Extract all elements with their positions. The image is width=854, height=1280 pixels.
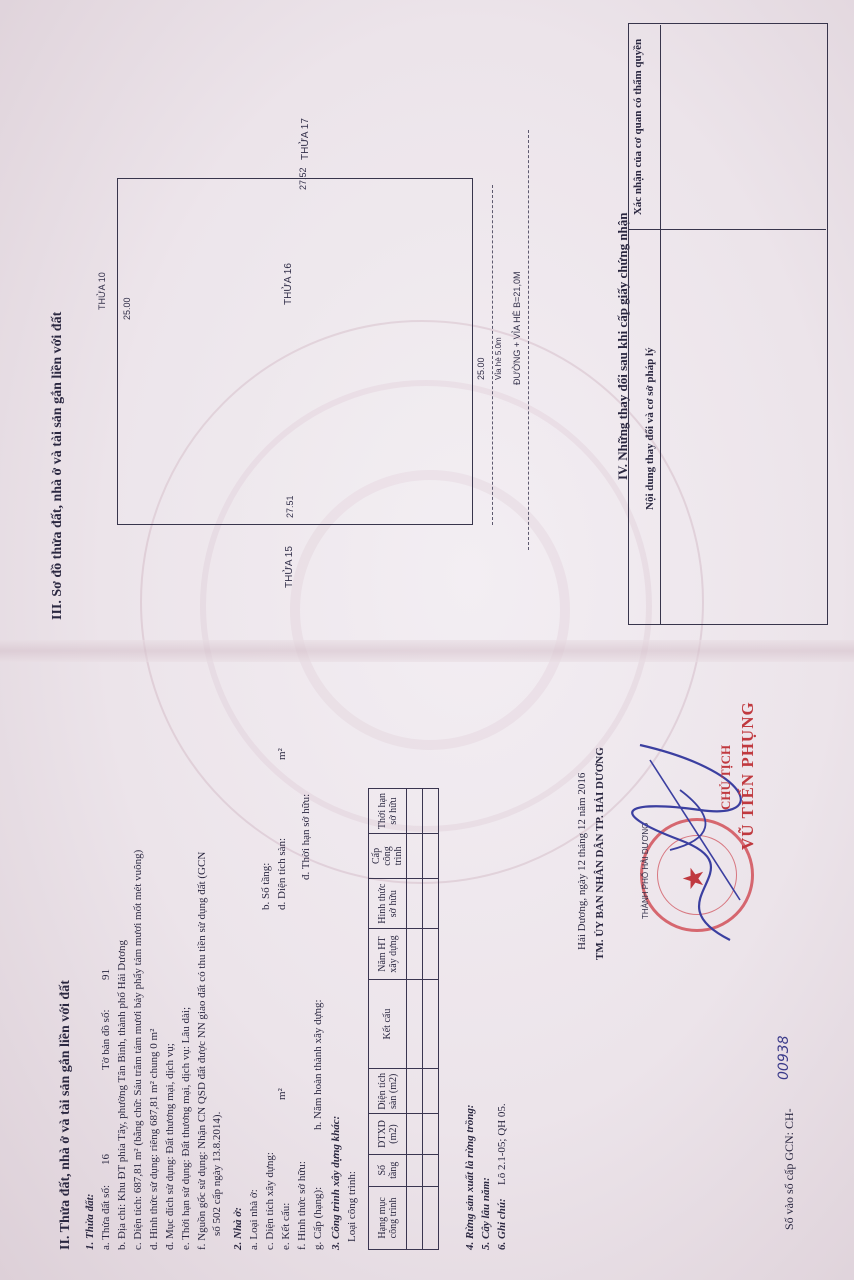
- parcel-number: 16: [100, 1154, 112, 1165]
- parcel-outline: [117, 178, 473, 525]
- works-col-floors: Số tầng: [369, 1154, 407, 1186]
- usage-purpose-line: đ. Mục đích sử dụng: Đất thương mại, dịch vụ;: [164, 1043, 176, 1250]
- section-3-title: III. Sơ đồ thửa đất, nhà ở và tài sản gắn liền với đất: [50, 311, 65, 620]
- perennial-line: 5. Cây lâu năm:: [480, 1177, 492, 1250]
- house-grade: g. Cấp (hạng):: [312, 1186, 324, 1250]
- address-line: b. Địa chỉ: Khu ĐT phía Tây, phường Tân Bình, thành phố Hải Dương: [116, 939, 128, 1250]
- works-col-structure: Kết cấu: [369, 979, 407, 1069]
- west-neighbor: THỬA 15: [284, 546, 295, 588]
- house-heading: 2. Nhà ở:: [232, 1207, 244, 1250]
- works-col-year: Năm HT xây dựng: [369, 929, 407, 979]
- register-number: 00938: [776, 1035, 792, 1080]
- section-2-title: II. Thửa đất, nhà ở và tài sản gắn liền với đất: [58, 980, 73, 1250]
- area-line: c. Diện tích: 687,81 m² (bằng chữ: Sáu trăm tám mươi bảy phẩy tám mươi mốt mét vuông): [132, 849, 144, 1250]
- usage-term-line: e. Thời hạn sử dụng: Đất thương mại, dịch vụ: Lâu dài;: [180, 1006, 192, 1250]
- changes-col-content: Nội dung thay đổi và cơ sở pháp lý: [644, 347, 656, 510]
- changes-column-divider: [628, 229, 826, 230]
- works-table-row: [423, 789, 439, 1250]
- parcel-number-label: a. Thửa đất số:: [100, 1184, 112, 1250]
- notes-value: Lô 2.1-05; QH 05.: [496, 1103, 508, 1185]
- house-floors: b. Số tầng:: [260, 862, 272, 910]
- works-table: [368, 788, 439, 1250]
- land-heading: 1. Thửa đất:: [84, 1193, 96, 1250]
- place-date: Hải Dương, ngày 12 tháng 12 năm 2016: [576, 772, 588, 950]
- left-dimension: 27.51: [285, 495, 295, 518]
- works-table-row: [407, 789, 423, 1250]
- issuing-authority: TM. ỦY BAN NHÂN DÂN TP. HẢI DƯƠNG: [594, 747, 606, 960]
- parcel-label: THỬA 16: [283, 263, 294, 305]
- star-icon: ★: [679, 865, 710, 891]
- notes-label: 6. Ghi chú:: [496, 1198, 508, 1250]
- forest-line: 4. Rừng sản xuất là rừng trồng:: [464, 1104, 476, 1250]
- house-duration: đ. Thời hạn sở hữu:: [300, 793, 312, 880]
- house-build-area-unit: m²: [276, 1088, 288, 1100]
- signer-title: CHỦ TỊCH: [718, 744, 733, 810]
- changes-table: [628, 23, 828, 625]
- works-col-dtxd: DTXD (m2): [369, 1114, 407, 1154]
- register-label: Số vào sổ cấp GCN: CH-: [782, 1108, 796, 1230]
- map-sheet-number: 91: [100, 969, 112, 980]
- house-structure: e. Kết cấu:: [280, 1202, 292, 1250]
- works-type: Loại công trình:: [346, 1171, 358, 1242]
- changes-header-divider: [660, 25, 661, 625]
- map-sheet-label: Tờ bản đồ số:: [100, 1009, 112, 1070]
- works-col-grade: Cấp công trình: [369, 834, 407, 879]
- sidewalk-line: [492, 185, 493, 525]
- changes-col-confirmation: Xác nhận của cơ quan có thẩm quyền: [632, 38, 644, 216]
- sidewalk-label: Vỉa hè 5.0m: [494, 337, 503, 380]
- bottom-dimension: 25.00: [476, 357, 486, 380]
- top-dimension: 25.00: [122, 297, 132, 320]
- house-floor-area: d. Diện tích sàn:: [276, 837, 288, 910]
- section-2-panel: [0, 640, 854, 1280]
- works-col-ownership: Hình thức sở hữu: [369, 878, 407, 928]
- east-neighbor: THỬA 17: [300, 118, 311, 160]
- house-floor-area-unit: m²: [276, 748, 288, 760]
- works-table-header: [369, 789, 407, 1250]
- north-neighbor: THỬA 10: [97, 272, 107, 310]
- works-col-item: Hạng mục công trình: [369, 1186, 407, 1249]
- stamp-text: THÀNH PHỐ HẢI DƯƠNG: [641, 822, 650, 919]
- road-label: ĐƯỜNG + VỈA HÈ B=21,0M: [512, 271, 522, 385]
- house-ownership: f. Hình thức sở hữu:: [296, 1161, 308, 1250]
- works-col-duration: Thời hạn sở hữu: [369, 789, 407, 834]
- house-year: h. Năm hoàn thành xây dựng:: [312, 999, 324, 1130]
- house-type: a. Loại nhà ở:: [248, 1189, 260, 1250]
- usage-form-line: d. Hình thức sử dụng: riêng 687,81 m² chung 0 m²: [148, 1028, 160, 1250]
- road-line: [528, 130, 529, 550]
- house-build-area: c. Diện tích xây dựng:: [264, 1152, 276, 1250]
- signer-name: VŨ TIẾN PHỤNG: [738, 701, 757, 850]
- origin-line-2: số 502 cấp ngày 13.8.2014).: [211, 1111, 223, 1236]
- origin-line-1: f. Nguồn gốc sử dụng: Nhận CN QSD đất được NN giao đất có thu tiền sử dụng đất (GCN: [196, 851, 208, 1250]
- works-heading: 3. Công trình xây dựng khác:: [330, 1115, 342, 1250]
- right-dimension: 27.52: [298, 167, 308, 190]
- works-col-floor-area: Diện tích sàn (m2): [369, 1069, 407, 1114]
- section-4-title: IV. Những thay đổi sau khi cấp giấy chứng nhận: [615, 212, 630, 480]
